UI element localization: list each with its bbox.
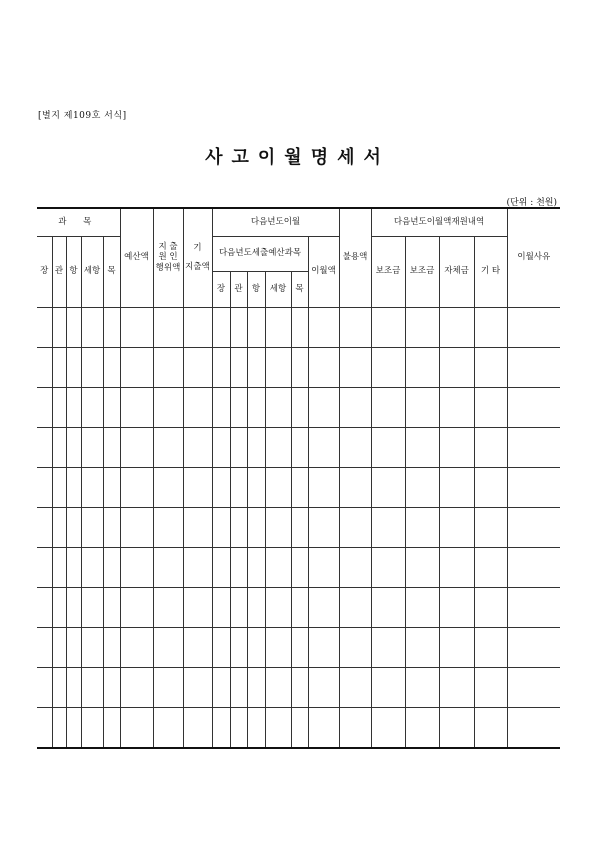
table-cell[interactable] bbox=[183, 587, 212, 627]
table-cell[interactable] bbox=[183, 467, 212, 507]
table-cell[interactable] bbox=[265, 707, 291, 748]
form-label: [별지 제109호 서식] bbox=[38, 111, 127, 121]
table-cell[interactable] bbox=[37, 627, 52, 667]
table-cell[interactable] bbox=[212, 547, 230, 587]
table-cell[interactable] bbox=[52, 627, 66, 667]
table-cell[interactable] bbox=[103, 667, 120, 707]
table-cell[interactable] bbox=[66, 627, 81, 667]
table-cell[interactable] bbox=[66, 507, 81, 547]
table-cell[interactable] bbox=[371, 387, 405, 427]
table-cell[interactable] bbox=[291, 307, 308, 347]
table-cell[interactable] bbox=[339, 347, 371, 387]
table-cell[interactable] bbox=[153, 587, 183, 627]
table-cell[interactable] bbox=[439, 707, 474, 748]
table-cell[interactable] bbox=[247, 627, 265, 667]
table-cell[interactable] bbox=[371, 547, 405, 587]
table-cell[interactable] bbox=[37, 427, 52, 467]
table-cell[interactable] bbox=[247, 547, 265, 587]
table-cell[interactable] bbox=[439, 587, 474, 627]
table-cell[interactable] bbox=[371, 467, 405, 507]
table-row bbox=[37, 547, 560, 587]
table-cell[interactable] bbox=[247, 707, 265, 748]
table-cell[interactable] bbox=[474, 587, 507, 627]
table-cell[interactable] bbox=[230, 467, 247, 507]
table-cell[interactable] bbox=[52, 507, 66, 547]
header-reason: 이월사유 bbox=[507, 208, 560, 307]
table-cell[interactable] bbox=[153, 427, 183, 467]
table-cell[interactable] bbox=[183, 707, 212, 748]
table-cell[interactable] bbox=[120, 507, 153, 547]
table-cell[interactable] bbox=[37, 387, 52, 427]
table-cell[interactable] bbox=[439, 307, 474, 347]
table-cell[interactable] bbox=[339, 507, 371, 547]
table-cell[interactable] bbox=[81, 587, 103, 627]
header-next-subject: 다음년도세출예산과목 bbox=[212, 236, 308, 271]
table-cell[interactable] bbox=[153, 467, 183, 507]
header-next-gwan: 관 bbox=[230, 271, 247, 307]
table-cell[interactable] bbox=[66, 427, 81, 467]
table-cell[interactable] bbox=[371, 427, 405, 467]
table-cell[interactable] bbox=[153, 347, 183, 387]
table-cell[interactable] bbox=[371, 307, 405, 347]
table-body bbox=[37, 307, 560, 748]
header-subsidy-1: 보조금 bbox=[371, 236, 405, 307]
table-cell[interactable] bbox=[291, 587, 308, 627]
header-subsidy-2: 보조금 bbox=[405, 236, 439, 307]
table-cell[interactable] bbox=[439, 467, 474, 507]
table-cell[interactable] bbox=[474, 507, 507, 547]
table-cell[interactable] bbox=[405, 427, 439, 467]
table-cell[interactable] bbox=[183, 667, 212, 707]
table-cell[interactable] bbox=[439, 387, 474, 427]
table-cell[interactable] bbox=[52, 707, 66, 748]
table-cell[interactable] bbox=[230, 347, 247, 387]
table-cell[interactable] bbox=[439, 347, 474, 387]
table-cell[interactable] bbox=[81, 307, 103, 347]
table-cell[interactable] bbox=[212, 627, 230, 667]
table-cell[interactable] bbox=[66, 547, 81, 587]
table-cell[interactable] bbox=[183, 347, 212, 387]
header-hang: 항 bbox=[66, 236, 81, 307]
table-cell[interactable] bbox=[265, 587, 291, 627]
table-cell[interactable] bbox=[153, 547, 183, 587]
table-cell[interactable] bbox=[308, 587, 339, 627]
table-cell[interactable] bbox=[183, 627, 212, 667]
table-cell[interactable] bbox=[308, 427, 339, 467]
table-cell[interactable] bbox=[247, 347, 265, 387]
header-unused: 불용액 bbox=[339, 208, 371, 307]
table-cell[interactable] bbox=[474, 707, 507, 748]
table-cell[interactable] bbox=[52, 587, 66, 627]
table-cell[interactable] bbox=[81, 547, 103, 587]
table-cell[interactable] bbox=[507, 707, 560, 748]
table-cell[interactable] bbox=[265, 427, 291, 467]
table-cell[interactable] bbox=[212, 587, 230, 627]
table-row bbox=[37, 507, 560, 547]
table-row bbox=[37, 667, 560, 707]
table-cell[interactable] bbox=[291, 467, 308, 507]
table-cell[interactable] bbox=[291, 627, 308, 667]
table-cell[interactable] bbox=[103, 307, 120, 347]
table-cell[interactable] bbox=[371, 587, 405, 627]
table-cell[interactable] bbox=[474, 467, 507, 507]
table-cell[interactable] bbox=[183, 547, 212, 587]
table-cell[interactable] bbox=[439, 667, 474, 707]
table-cell[interactable] bbox=[507, 467, 560, 507]
table-cell[interactable] bbox=[37, 547, 52, 587]
table-cell[interactable] bbox=[81, 467, 103, 507]
table-cell[interactable] bbox=[230, 667, 247, 707]
table-cell[interactable] bbox=[308, 347, 339, 387]
table-cell[interactable] bbox=[103, 427, 120, 467]
table-cell[interactable] bbox=[339, 467, 371, 507]
header-funding: 다음년도이월액재원내역 bbox=[371, 208, 507, 236]
table-cell[interactable] bbox=[507, 547, 560, 587]
table-cell[interactable] bbox=[66, 307, 81, 347]
header-carryover: 다음년도이월 bbox=[212, 208, 339, 236]
table-cell[interactable] bbox=[66, 587, 81, 627]
table-cell[interactable] bbox=[308, 707, 339, 748]
header-own-funds: 자체금 bbox=[439, 236, 474, 307]
table-cell[interactable] bbox=[120, 427, 153, 467]
table-cell[interactable] bbox=[308, 467, 339, 507]
table-cell[interactable] bbox=[81, 387, 103, 427]
table-cell[interactable] bbox=[371, 667, 405, 707]
table-cell[interactable] bbox=[507, 507, 560, 547]
table-cell[interactable] bbox=[212, 347, 230, 387]
table-cell[interactable] bbox=[230, 707, 247, 748]
table-cell[interactable] bbox=[37, 467, 52, 507]
page-title: 사고이월명세서 bbox=[205, 147, 390, 168]
table-cell[interactable] bbox=[439, 507, 474, 547]
table-cell[interactable] bbox=[81, 627, 103, 667]
table-cell[interactable] bbox=[37, 587, 52, 627]
unit-label: (단위 : 천원) bbox=[506, 198, 557, 208]
table-cell[interactable] bbox=[37, 667, 52, 707]
table-cell[interactable] bbox=[66, 347, 81, 387]
table-cell[interactable] bbox=[308, 507, 339, 547]
table-cell[interactable] bbox=[265, 387, 291, 427]
table-cell[interactable] bbox=[153, 627, 183, 667]
table-cell[interactable] bbox=[120, 587, 153, 627]
table-cell[interactable] bbox=[291, 387, 308, 427]
table-cell[interactable] bbox=[291, 547, 308, 587]
carryover-table bbox=[37, 207, 560, 749]
table-cell[interactable] bbox=[405, 307, 439, 347]
table-cell[interactable] bbox=[405, 707, 439, 748]
table-cell[interactable] bbox=[37, 507, 52, 547]
table-cell[interactable] bbox=[405, 667, 439, 707]
table-cell[interactable] bbox=[37, 307, 52, 347]
table-cell[interactable] bbox=[371, 627, 405, 667]
table-cell[interactable] bbox=[291, 427, 308, 467]
table-row bbox=[37, 627, 560, 667]
table-cell[interactable] bbox=[212, 387, 230, 427]
header-carry-amount: 이월액 bbox=[308, 236, 339, 307]
table-cell[interactable] bbox=[103, 587, 120, 627]
table-cell[interactable] bbox=[265, 667, 291, 707]
header-gwamok: 과 목 bbox=[37, 208, 120, 236]
table-cell[interactable] bbox=[339, 427, 371, 467]
header-commitment: 지 출 원 인 행위액 bbox=[153, 208, 183, 307]
table-cell[interactable] bbox=[474, 347, 507, 387]
table-cell[interactable] bbox=[507, 627, 560, 667]
table-cell[interactable] bbox=[308, 387, 339, 427]
table-cell[interactable] bbox=[212, 707, 230, 748]
table-cell[interactable] bbox=[37, 707, 52, 748]
header-spent: 기 지출액 bbox=[183, 208, 212, 307]
table-cell[interactable] bbox=[339, 307, 371, 347]
header-next-jang: 장 bbox=[212, 271, 230, 307]
table-cell[interactable] bbox=[291, 667, 308, 707]
table-cell[interactable] bbox=[52, 547, 66, 587]
table-row bbox=[37, 467, 560, 507]
table-cell[interactable] bbox=[507, 427, 560, 467]
header-next-mok: 목 bbox=[291, 271, 308, 307]
table-cell[interactable] bbox=[247, 307, 265, 347]
table-cell[interactable] bbox=[103, 627, 120, 667]
table-row bbox=[37, 307, 560, 347]
table-cell[interactable] bbox=[81, 707, 103, 748]
table-cell[interactable] bbox=[52, 467, 66, 507]
table-cell[interactable] bbox=[212, 427, 230, 467]
table-cell[interactable] bbox=[474, 427, 507, 467]
table-row bbox=[37, 707, 560, 748]
table-cell[interactable] bbox=[66, 667, 81, 707]
table-cell[interactable] bbox=[265, 307, 291, 347]
table-cell[interactable] bbox=[81, 507, 103, 547]
table-cell[interactable] bbox=[474, 627, 507, 667]
table-cell[interactable] bbox=[339, 667, 371, 707]
table-cell[interactable] bbox=[103, 707, 120, 748]
table-cell[interactable] bbox=[474, 307, 507, 347]
header-sehang: 세항 bbox=[81, 236, 103, 307]
table-cell[interactable] bbox=[291, 347, 308, 387]
table-cell[interactable] bbox=[52, 387, 66, 427]
table-cell[interactable] bbox=[507, 387, 560, 427]
table-cell[interactable] bbox=[212, 507, 230, 547]
table-cell[interactable] bbox=[103, 507, 120, 547]
table-cell[interactable] bbox=[230, 587, 247, 627]
table-cell[interactable] bbox=[405, 587, 439, 627]
table-cell[interactable] bbox=[405, 347, 439, 387]
table-cell[interactable] bbox=[474, 667, 507, 707]
table-cell[interactable] bbox=[247, 667, 265, 707]
table-cell[interactable] bbox=[265, 347, 291, 387]
table-cell[interactable] bbox=[52, 667, 66, 707]
table-cell[interactable] bbox=[474, 547, 507, 587]
table-cell[interactable] bbox=[439, 627, 474, 667]
table-cell[interactable] bbox=[371, 347, 405, 387]
table-cell[interactable] bbox=[103, 347, 120, 387]
table-cell[interactable] bbox=[291, 507, 308, 547]
table-cell[interactable] bbox=[371, 707, 405, 748]
table-cell[interactable] bbox=[230, 547, 247, 587]
table-cell[interactable] bbox=[247, 587, 265, 627]
table-cell[interactable] bbox=[103, 547, 120, 587]
header-jang: 장 bbox=[37, 236, 52, 307]
table-cell[interactable] bbox=[247, 427, 265, 467]
header-next-sehang: 세항 bbox=[265, 271, 291, 307]
table-cell[interactable] bbox=[153, 387, 183, 427]
table-cell[interactable] bbox=[405, 547, 439, 587]
table-cell[interactable] bbox=[265, 627, 291, 667]
table-cell[interactable] bbox=[230, 387, 247, 427]
table-cell[interactable] bbox=[183, 387, 212, 427]
table-cell[interactable] bbox=[52, 307, 66, 347]
table-cell[interactable] bbox=[405, 467, 439, 507]
table-cell[interactable] bbox=[120, 627, 153, 667]
table-cell[interactable] bbox=[66, 707, 81, 748]
table-cell[interactable] bbox=[52, 347, 66, 387]
table-cell[interactable] bbox=[308, 307, 339, 347]
table-cell[interactable] bbox=[212, 667, 230, 707]
table-cell[interactable] bbox=[37, 347, 52, 387]
header-gwan: 관 bbox=[52, 236, 66, 307]
table-cell[interactable] bbox=[81, 667, 103, 707]
table-cell[interactable] bbox=[339, 627, 371, 667]
table-cell[interactable] bbox=[265, 507, 291, 547]
table-cell[interactable] bbox=[52, 427, 66, 467]
table-cell[interactable] bbox=[153, 307, 183, 347]
table-cell[interactable] bbox=[120, 307, 153, 347]
table-cell[interactable] bbox=[247, 507, 265, 547]
table-cell[interactable] bbox=[120, 707, 153, 748]
table-cell[interactable] bbox=[507, 347, 560, 387]
table-cell[interactable] bbox=[230, 627, 247, 667]
table-cell[interactable] bbox=[308, 667, 339, 707]
table-cell[interactable] bbox=[230, 507, 247, 547]
table-cell[interactable] bbox=[183, 507, 212, 547]
table-row bbox=[37, 347, 560, 387]
table-cell[interactable] bbox=[474, 387, 507, 427]
table-row bbox=[37, 587, 560, 627]
table-cell[interactable] bbox=[183, 427, 212, 467]
table-cell[interactable] bbox=[439, 427, 474, 467]
table-cell[interactable] bbox=[371, 507, 405, 547]
table-cell[interactable] bbox=[308, 547, 339, 587]
table-cell[interactable] bbox=[120, 667, 153, 707]
header-budget: 예산액 bbox=[120, 208, 153, 307]
table-cell[interactable] bbox=[507, 307, 560, 347]
table-cell[interactable] bbox=[405, 627, 439, 667]
header-other: 기 타 bbox=[474, 236, 507, 307]
table-cell[interactable] bbox=[120, 347, 153, 387]
table-cell[interactable] bbox=[247, 387, 265, 427]
header-next-hang: 항 bbox=[247, 271, 265, 307]
table-cell[interactable] bbox=[212, 307, 230, 347]
table-cell[interactable] bbox=[339, 707, 371, 748]
table-cell[interactable] bbox=[103, 467, 120, 507]
table-cell[interactable] bbox=[439, 547, 474, 587]
table-cell[interactable] bbox=[153, 707, 183, 748]
header-mok: 목 bbox=[103, 236, 120, 307]
table-row bbox=[37, 387, 560, 427]
table-cell[interactable] bbox=[120, 547, 153, 587]
table-cell[interactable] bbox=[339, 547, 371, 587]
table-cell[interactable] bbox=[230, 307, 247, 347]
table-cell[interactable] bbox=[265, 547, 291, 587]
table-cell[interactable] bbox=[339, 587, 371, 627]
table-cell[interactable] bbox=[265, 467, 291, 507]
table-cell[interactable] bbox=[308, 627, 339, 667]
table-cell[interactable] bbox=[405, 387, 439, 427]
table-cell[interactable] bbox=[230, 427, 247, 467]
table-cell[interactable] bbox=[405, 507, 439, 547]
table-cell[interactable] bbox=[66, 467, 81, 507]
table-cell[interactable] bbox=[66, 387, 81, 427]
table-cell[interactable] bbox=[153, 507, 183, 547]
table-cell[interactable] bbox=[120, 467, 153, 507]
table-cell[interactable] bbox=[507, 667, 560, 707]
table-cell[interactable] bbox=[339, 387, 371, 427]
table-cell[interactable] bbox=[247, 467, 265, 507]
table-cell[interactable] bbox=[81, 427, 103, 467]
table-cell[interactable] bbox=[212, 467, 230, 507]
table-cell[interactable] bbox=[81, 347, 103, 387]
table-cell[interactable] bbox=[291, 707, 308, 748]
table-cell[interactable] bbox=[153, 667, 183, 707]
table-cell[interactable] bbox=[183, 307, 212, 347]
table-cell[interactable] bbox=[103, 387, 120, 427]
table-cell[interactable] bbox=[120, 387, 153, 427]
table-row bbox=[37, 427, 560, 467]
table-cell[interactable] bbox=[507, 587, 560, 627]
